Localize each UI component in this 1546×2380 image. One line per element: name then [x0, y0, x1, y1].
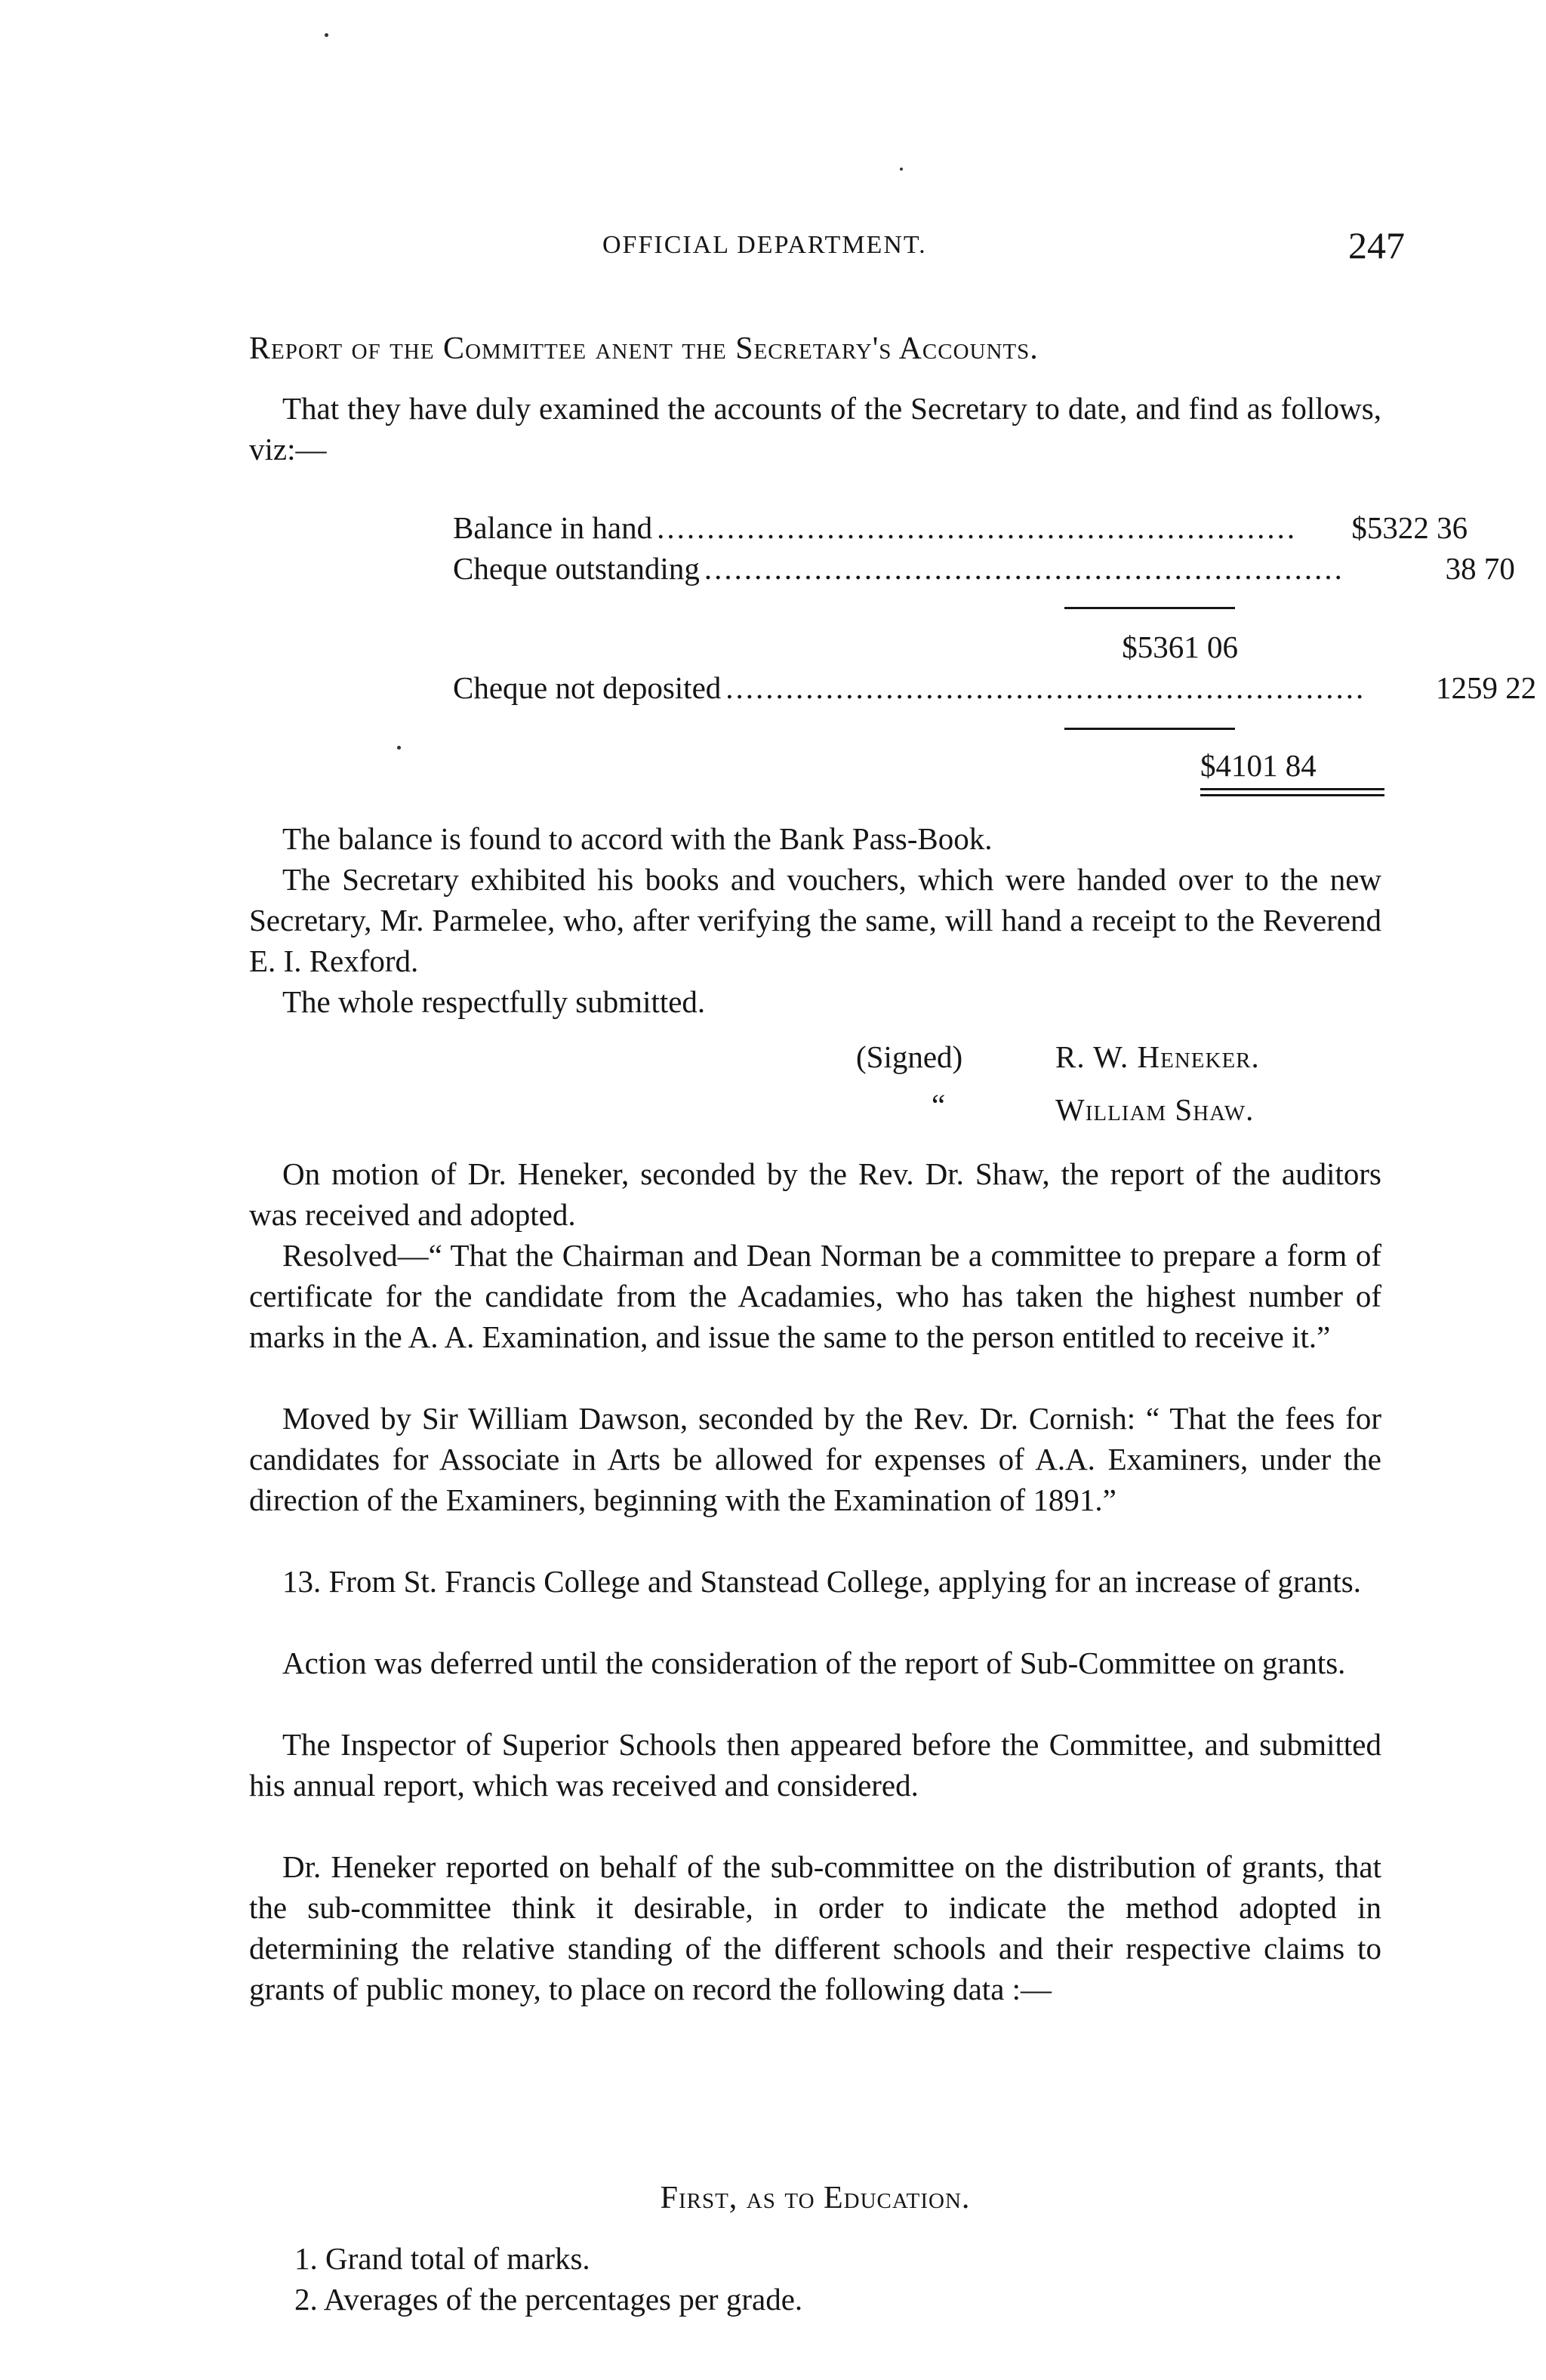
leader-dots: ................................................................	[657, 510, 1298, 545]
ledger-amount: $5361 06	[1122, 630, 1238, 664]
ledger-amount: 38 70	[1445, 551, 1515, 586]
para-action-deferred: Action was deferred until the consideration of the report of Sub-Committee on grants.	[282, 1646, 1346, 1680]
ledger-row-cheque-not-deposited	[453, 667, 1537, 708]
ledger-label: Cheque outstanding	[453, 551, 700, 586]
report-intro: That they have duly examined the accounts of the Secretary to date, and find as follows, viz:—	[249, 391, 1381, 466]
ledger-row-cheque-outstanding	[453, 548, 1515, 589]
scan-speck	[397, 746, 401, 750]
para-balance: The balance is found to accord with the Bank Pass-Book.	[282, 821, 993, 856]
para-inspector: The Inspector of Superior Schools then appeared before the Committee, and submitted his annual report, which was received and considered.	[249, 1727, 1381, 1803]
para-submitted: The whole respectfully submitted.	[282, 984, 706, 1019]
report-heading: Report of the Committee anent the Secretary's Accounts.	[249, 331, 1039, 366]
list-item: 2. Averages of the percentages per grade.	[294, 2282, 803, 2317]
ledger-label: Cheque not deposited	[453, 670, 722, 705]
page-number: 247	[1348, 224, 1405, 266]
total-double-rule-bottom	[1200, 794, 1384, 796]
ledger-amount: $5322 36	[1351, 510, 1468, 545]
education-heading: First, as to Education.	[660, 2181, 971, 2215]
signer-heneker: R. W. Heneker.	[1055, 1039, 1260, 1074]
subtotal-rule	[1064, 607, 1235, 609]
para-secretary: The Secretary exhibited his books and vouchers, which were handed over to the new Secretary, Mr. Parmelee, who, after verifying the same, will hand a receipt to the Reverend E. I. Rexford.	[249, 862, 1381, 978]
para-item-13: 13. From St. Francis College and Stanstead College, applying for an increase of grants.	[282, 1564, 1361, 1599]
ledger-label: Balance in hand	[453, 510, 653, 545]
list-item: 1. Grand total of marks.	[294, 2241, 590, 2276]
running-header-title: OFFICIAL DEPARTMENT.	[602, 231, 927, 259]
leader-dots: ................................................................	[725, 670, 1366, 705]
scan-speck	[325, 33, 328, 37]
leader-dots: ................................................................	[704, 551, 1344, 586]
ledger-row-balance	[453, 507, 1468, 548]
para-heneker-report: Dr. Heneker reported on behalf of the sub-committee on the distribution of grants, that the sub-committee think it desirable, in order to indicate the method adopted in determining the relative standing of the different schools and their respective claims to grants of public money, to place on record the following data :—	[249, 1849, 1381, 2006]
para-resolved: Resolved—“ That the Chairman and Dean Norman be a committee to prepare a form of certificate for the candidate from the Acadamies, who has taken the highest number of marks in the A. A. Examination, and issue the same to the person entitled to receive it.”	[249, 1238, 1381, 1354]
ledger-total: $4101 84	[1200, 748, 1317, 783]
ditto-mark: “	[932, 1088, 946, 1122]
ledger-amount: 1259 22	[1436, 670, 1537, 705]
scan-speck	[900, 168, 903, 171]
para-motion-auditors: On motion of Dr. Heneker, seconded by the Rev. Dr. Shaw, the report of the auditors was received and adopted.	[249, 1156, 1381, 1232]
signer-shaw: William Shaw.	[1055, 1092, 1255, 1127]
total-double-rule-top	[1200, 788, 1384, 790]
ledger-row-subtotal	[453, 627, 1238, 667]
para-moved-dawson: Moved by Sir William Dawson, seconded by the Rev. Dr. Cornish: “ That the fees for candidates for Associate in Arts be allowed for expenses of A.A. Examiners, under the direction of the Examiners, beginning with the Examination of 1891.”	[249, 1401, 1381, 1517]
signed-label: (Signed)	[856, 1039, 963, 1074]
deduction-rule	[1064, 728, 1235, 730]
